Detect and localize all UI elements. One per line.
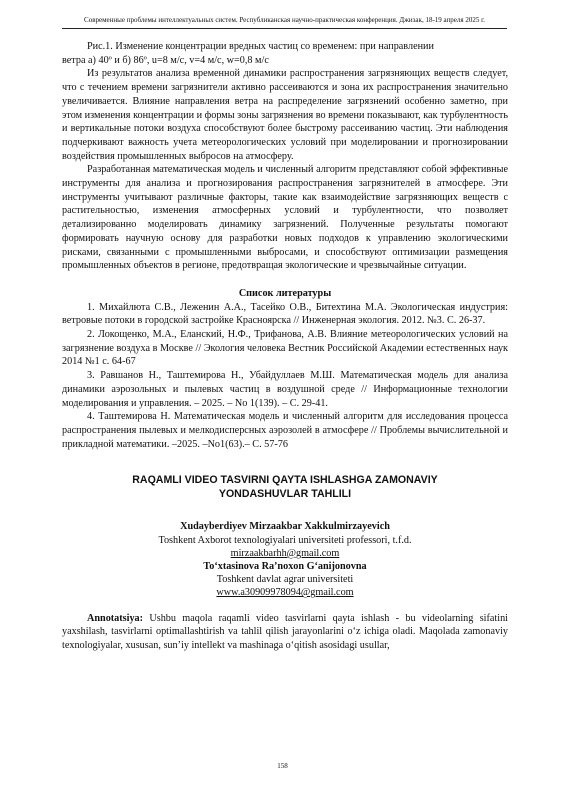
reference-item: 1. Михайлюта С.В., Леженин А.А., Тасейко О.В., Битехтина М.А. Экологическая индустрия: ветровые потоки в городской застройке Красноярска // Инженерная экология. 2012. №3. С. 26-37. bbox=[62, 301, 508, 327]
abstract bbox=[62, 612, 508, 653]
references-title: Список литературы bbox=[238, 287, 332, 299]
reference-item: 4. Таштемирова Н. Математическая модель и численный алгоритм для исследования процесса распространения пылевых и мелкодисперсных аэрозолей в атмосфере // Проблемы вычислительной и прикладной математики. –2025. –No1(63).– С. 57-76 bbox=[62, 411, 508, 450]
page-number: 158 bbox=[277, 762, 288, 770]
figure-caption-line-1: Рис.1. Изменение концентрации вредных частиц со временем: при направлении bbox=[87, 41, 434, 52]
abstract-text: Ushbu maqola raqamli video tasvirlarni qayta ishlash - bu videolarning sifatini yaxshilash, tasvirlarni optimallashtirish va tahlil qilish jarayonlarini o‘z ichiga oladi. Maqolada zamonaviy texnologiyalar, xususan, sun’iy intellekt va mashinaga o‘qitish asosidagi usullar, bbox=[62, 612, 508, 652]
author-1-email-link[interactable]: mirzaakbarhh@gmail.com bbox=[230, 547, 340, 559]
article-title bbox=[62, 473, 508, 501]
author-1-affiliation: Toshkent Axborot texnologiyalari universiteti professori, t.f.d. bbox=[158, 534, 412, 546]
reference-item: 3. Равшанов Н., Таштемирова Н., Убайдуллаев М.Ш. Математическая модель для анализа динамики аэрозольных и пылевых частиц в воздушной среде // Информационные технологии моделирования и управления. – 2025. – No 1(139). – С. 29-41. bbox=[62, 370, 508, 409]
paragraph-1: Из результатов анализа временной динамики распространения загрязняющих веществ следует, что с течением времени загрязнители активно рассеиваются и зона их распространения значительно увеличивается. Влияние направления ветра на распределение загрязнений особенно заметно, при этом изменения концентрации и формы зоны загрязнения во времени показывают, как турбулентность и вертикальные потоки воздуха способствуют более быстрому рассеиванию частиц. Эти наблюдения подчеркивают важность учета метеорологических условий при моделировании и прогнозировании воздействия промышленных выбросов на атмосферу. bbox=[62, 68, 508, 162]
author-2-affiliation: Toshkent davlat agrar universiteti bbox=[216, 574, 354, 586]
figure-caption-line-2: ветра а) 40º и б) 86º, u=8 м/с, v=4 м/с, w=0,8 м/с bbox=[62, 54, 269, 66]
page-content bbox=[62, 40, 508, 653]
running-header: Современные проблемы интеллектуальных систем. Республиканская научно-практическая конференция. Джизак, 18-19 апреля 2025 г. bbox=[84, 16, 485, 24]
article-title-line-1: RAQAMLI VIDEO TASVIRNI QAYTA ISHLASHGA ZAMONAVIY bbox=[132, 474, 438, 487]
paragraph-2: Разработанная математическая модель и численный алгоритм представляют собой эффективные инструменты для анализа и прогнозирования распространения загрязнителей в атмосфере. Эти инструменты учитывают различные факторы, такие как взаимодействие загрязняющих веществ с растительностью, изменения атмосферных условий и турбулентности, что позволяет детализированно моделировать динамику загрязнений. Полученные результаты помогают формировать научную основу для разработки новых подходов к управлению экологическими рисками, связанными с промышленными выбросами, и способствуют оптимизации размещения промышленных объектов в регионе, предотвращая экологические и чрезвычайные ситуации. bbox=[62, 164, 508, 272]
author-2-name: To‘xtasinova Ra’noxon G‘anijonovna bbox=[203, 561, 367, 572]
abstract-label: Annotatsiya: bbox=[87, 612, 144, 624]
author-1-name: Xudayberdiyev Mirzaakbar Xakkulmirzayevich bbox=[180, 521, 390, 533]
author-2-email-link[interactable]: www.a30909978094@gmail.com bbox=[216, 587, 354, 599]
article-title-line-2: YONDASHUVLAR TAHLILI bbox=[218, 488, 352, 501]
reference-item: 2. Локощенко, М.А., Еланский, Н.Ф., Трифанова, А.В. Влияние метеорологических условий на загрязнение воздуха в Москве // Экология человека Вестник Российской Академии естественных наук 2014 №1 с. 64-67 bbox=[62, 329, 508, 368]
header-divider bbox=[62, 28, 507, 29]
